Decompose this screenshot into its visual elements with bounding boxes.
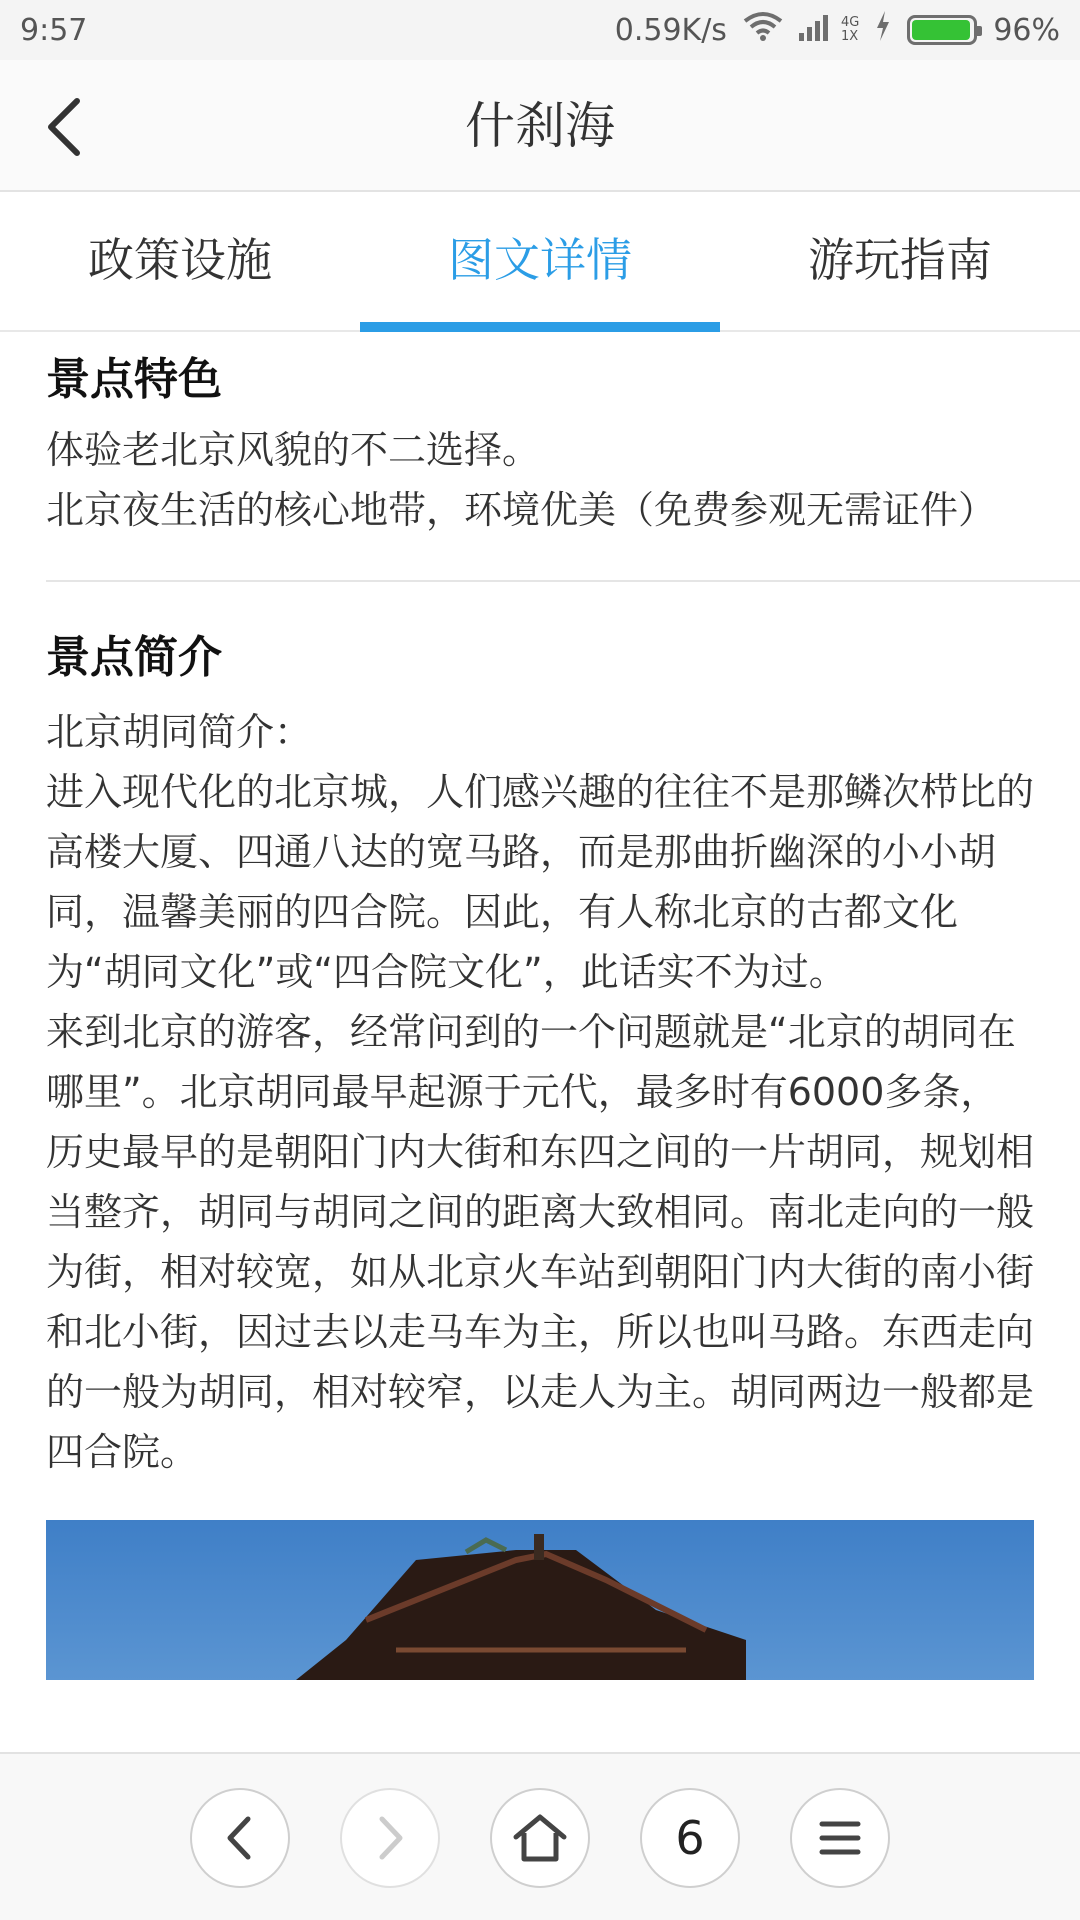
back-button[interactable] — [20, 82, 110, 172]
charging-icon — [875, 11, 891, 49]
pagoda-roof-image — [46, 1520, 1034, 1680]
tab-bar — [0, 192, 1080, 332]
tab-count: 6 — [675, 1811, 705, 1865]
features-section — [0, 334, 1080, 580]
menu-icon — [818, 1818, 862, 1858]
content-area[interactable] — [0, 334, 1080, 1752]
signal-group — [799, 11, 859, 49]
wifi-icon — [743, 11, 783, 49]
intro-paragraph: 进入现代化的北京城，人们感兴趣的往往不是那鳞次栉比的高楼大厦、四通八达的宽马路，而是那曲折幽深的小小胡同，温馨美丽的四合院。因此，有人称北京的古都文化为“胡同文化”或“四合院文化”，此话实不为过。 — [46, 770, 1035, 994]
network-speed: 0.59K/s — [614, 12, 727, 48]
status-time: 9:57 — [20, 12, 88, 48]
menu-button[interactable] — [790, 1788, 890, 1888]
tab-guide[interactable]: 游玩指南 — [808, 233, 992, 287]
battery-icon — [907, 15, 977, 45]
home-icon — [512, 1813, 568, 1863]
tabs-button[interactable] — [640, 1788, 740, 1888]
browser-back-button[interactable] — [190, 1788, 290, 1888]
intro-paragraph: 来到北京的游客，经常问到的一个问题就是“北京的胡同在哪里”。北京胡同最早起源于元代，最多时有6000多条，历史最早的是朝阳门内大街和东四之间的一片胡同，规划相当整齐，胡同与胡同之间的距离大致相同。南北走向的一般为街，相对较宽，如从北京火车站到朝阳门内大街的南小街和北小街，因过去以走马车为主，所以也叫马路。东西走向的一般为胡同，相对较窄，以走人为主。胡同两边一般都是四合院。 — [46, 1010, 1035, 1474]
intro-section — [0, 582, 1080, 1482]
network-type: 4G 1X — [840, 15, 860, 44]
active-tab-indicator — [360, 322, 720, 332]
home-button[interactable] — [490, 1788, 590, 1888]
browser-forward-button[interactable] — [340, 1788, 440, 1888]
tab-policy-facilities[interactable]: 政策设施 — [88, 233, 272, 287]
features-line: 北京夜生活的核心地带，环境优美（免费参观无需证件） — [46, 488, 997, 532]
battery-level — [912, 20, 970, 40]
chevron-left-icon — [220, 1813, 260, 1863]
intro-subtitle: 北京胡同简介： — [46, 710, 313, 754]
battery-percent: 96% — [993, 12, 1060, 48]
title-bar — [0, 60, 1080, 192]
tab-details[interactable]: 图文详情 — [360, 192, 720, 330]
status-indicators — [615, 11, 1060, 49]
features-heading: 景点特色 — [46, 354, 222, 405]
chevron-left-icon — [43, 97, 87, 157]
bottom-nav — [0, 1752, 1080, 1920]
signal-icon — [799, 11, 835, 49]
page-title: 什刹海 — [465, 97, 615, 155]
chevron-right-icon — [370, 1813, 410, 1863]
intro-heading: 景点简介 — [46, 632, 222, 683]
features-line: 体验老北京风貌的不二选择。 — [46, 428, 541, 472]
status-bar — [0, 0, 1080, 60]
hutong-photo — [46, 1520, 1034, 1680]
